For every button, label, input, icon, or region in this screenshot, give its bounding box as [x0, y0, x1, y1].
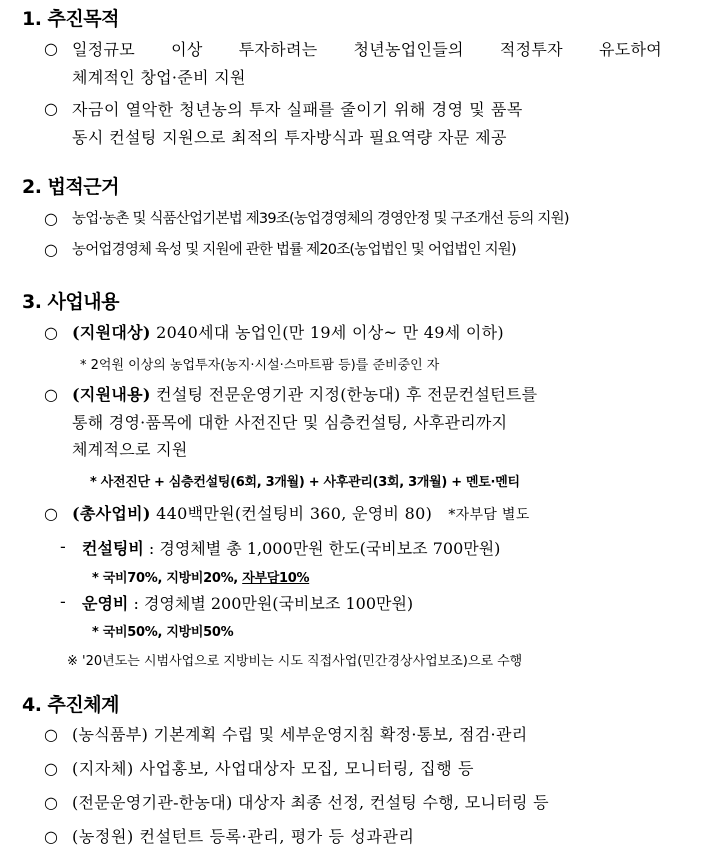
bullet-icon: ○ — [44, 323, 58, 342]
bullet-icon: ○ — [44, 725, 58, 744]
system-item-1: (농식품부) 기본계획 수립 및 세부운영지침 확정·통보, 점검·관리 — [72, 725, 528, 744]
support-target — [72, 320, 504, 343]
bullet-icon: ○ — [44, 99, 58, 118]
pilot-footnote: ※ '20년도는 시범사업으로 지방비는 시도 직접사업(민간경상사업보조)으로 수행 — [67, 654, 523, 669]
operating-cost: 운영비 : 경영체별 200만원(국비보조 100만원) — [82, 594, 414, 613]
total-budget-label: (총사업비) — [72, 504, 151, 523]
bullet-icon: ○ — [44, 793, 58, 812]
bullet-icon: ○ — [44, 240, 58, 259]
support-target-label: (지원대상) — [72, 323, 151, 342]
section-heading-legal-basis: 2. 법적근거 — [22, 176, 119, 198]
purpose-line-2: 자금이 열악한 청년농의 투자 실패를 줄이기 위해 경영 및 품목 — [72, 100, 523, 119]
legal-basis-2: 농어업경영체 육성 및 지원에 관한 법률 제20조(농업법인 및 어업법인 지원) — [72, 242, 516, 258]
section-heading-system: 4. 추진체계 — [22, 694, 119, 716]
system-item-2: (지자체) 사업홍보, 사업대상자 모집, 모니터링, 집행 등 — [72, 759, 475, 778]
bullet-icon: ○ — [44, 504, 58, 523]
purpose-line-1b: 체계적인 창업·준비 지원 — [72, 68, 246, 87]
total-budget-extra: *자부담 별도 — [448, 507, 530, 523]
support-content-line-3: 체계적으로 지원 — [72, 440, 188, 459]
section-heading-project-content: 3. 사업내용 — [22, 291, 119, 313]
system-item-4: (농정원) 컨설턴트 등록·관리, 평가 등 성과관리 — [72, 827, 415, 846]
section-heading-purpose: 1. 추진목적 — [22, 8, 119, 30]
bullet-icon: ○ — [44, 385, 58, 404]
legal-basis-1: 농업·농촌 및 식품산업기본법 제39조(농업경영체의 경영안정 및 구조개선 등의 지원) — [72, 211, 569, 227]
support-content-line-2: 통해 경영·품목에 대한 사전진단 및 심층컨설팅, 사후관리까지 — [72, 413, 508, 432]
consulting-cost: 컨설팅비 : 경영체별 총 1,000만원 한도(국비보조 700만원) — [82, 539, 501, 558]
support-content-label: (지원내용) — [72, 385, 151, 404]
support-target-note: * 2억원 이상의 농업투자(농지·시설·스마트팜 등)를 준비중인 자 — [80, 358, 440, 373]
total-budget: (총사업비) 440백만원(컨설팅비 360, 운영비 80) *자부담 별도 — [72, 504, 530, 523]
dash-icon: - — [60, 537, 66, 556]
dash-icon: - — [60, 592, 66, 611]
bullet-icon: ○ — [44, 827, 58, 846]
support-content-line-1: (지원내용) 컨설팅 전문운영기관 지정(한농대) 후 전문컨설턴트를 — [72, 385, 538, 404]
purpose-line-2b: 동시 컨설팅 지원으로 최적의 투자방식과 필요역량 자문 제공 — [72, 128, 507, 147]
operating-cost-label: 운영비 — [82, 594, 129, 613]
purpose-line-1: 일정규모 이상 투자하려는 청년농업인들의 적정투자 유도하여 — [72, 40, 662, 59]
bullet-icon: ○ — [44, 209, 58, 228]
operating-cost-note: * 국비50%, 지방비50% — [92, 625, 234, 640]
support-content-note: * 사전진단 + 심층컨설팅(6회, 3개월) + 사후관리(3회, 3개월) + 멘토·멘티 — [90, 475, 520, 490]
consulting-cost-label: 컨설팅비 — [82, 539, 144, 558]
support-target-text: 2040세대 농업인(만 19세 이상~ 만 49세 이하) — [156, 323, 504, 342]
bullet-icon: ○ — [44, 39, 58, 58]
system-item-3: (전문운영기관-한농대) 대상자 최종 선정, 컨설팅 수행, 모니터링 등 — [72, 793, 549, 812]
bullet-icon: ○ — [44, 759, 58, 778]
consulting-cost-note: * 국비70%, 지방비20%, 자부담10% — [92, 571, 310, 586]
